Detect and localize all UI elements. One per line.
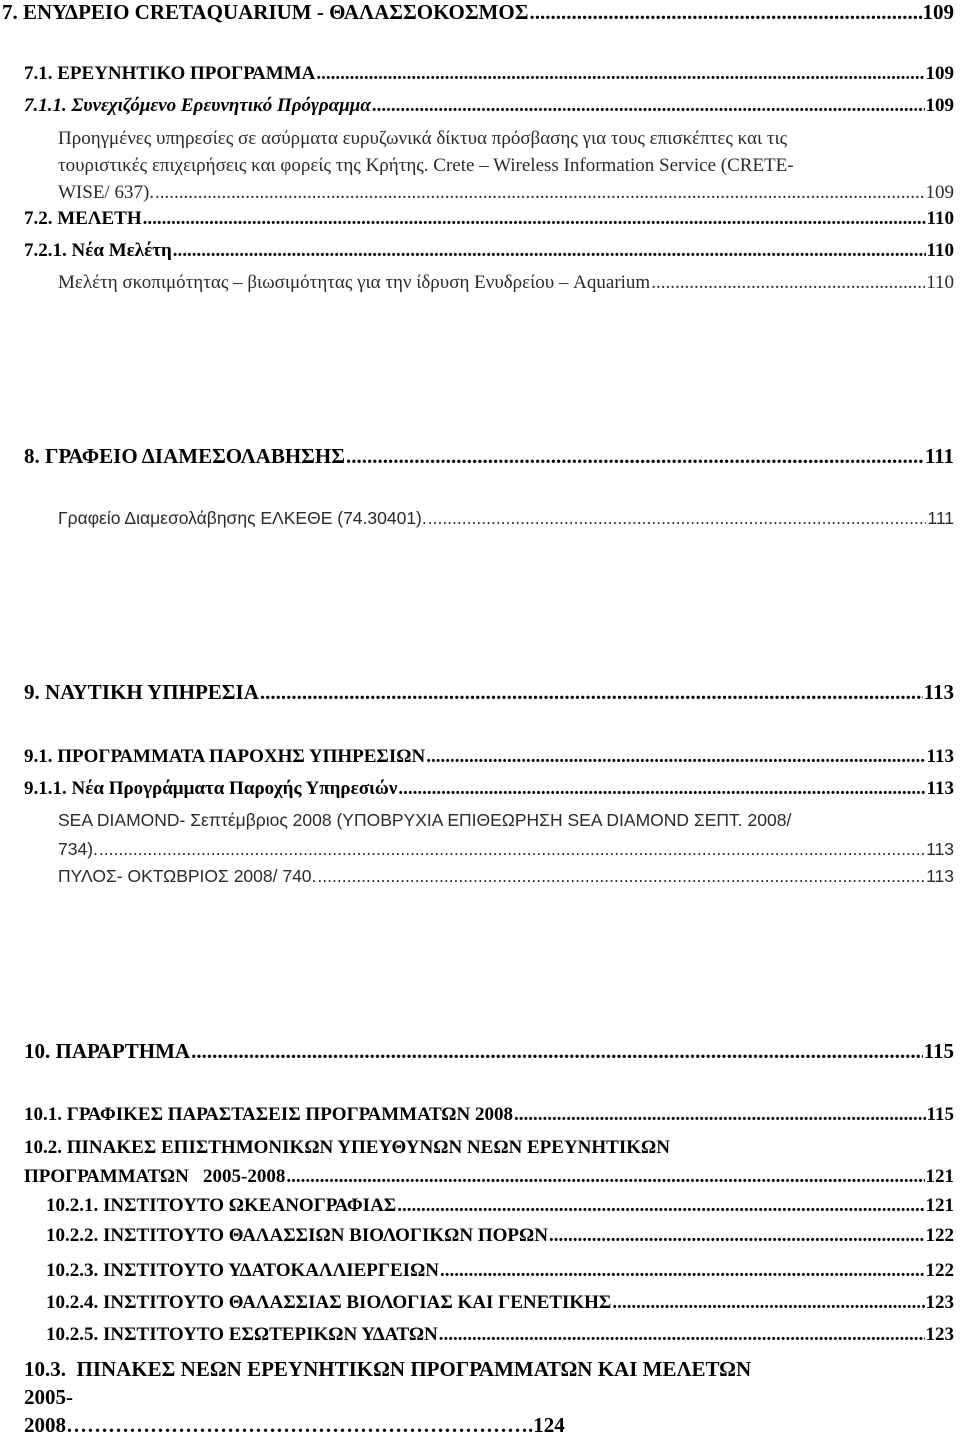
- toc-label-line: Προηγμένες υπηρεσίες σε ασύρματα ευρυζωνικά δίκτυα πρόσβασης για τους επισκέπτες και τις: [58, 128, 788, 149]
- toc-label: 7. ΕΝΥΔΡΕΙΟ CRETAQUARIUM - ΘΑΛΑΣΣΟΚΟΣΜΟΣ: [2, 0, 529, 24]
- toc-entry[interactable]: [24, 680, 954, 705]
- toc-label-line: 10.3. ΠΙΝΑΚΕΣ ΝΕΩΝ ΕΡΕΥΝΗΤΙΚΩΝ ΠΡΟΓΡΑΜΜΑΤΩΝ ΚΑΙ ΜΕΛΕΤΩΝ: [24, 1357, 752, 1381]
- toc-page-number: 123: [925, 1292, 954, 1313]
- leader-dots: [99, 835, 925, 864]
- toc-label: Μελέτη σκοπιμότητας – βιωσιμότητας για την ίδρυση Ενυδρείου – Aquarium: [58, 272, 651, 293]
- leader-dots: [260, 680, 923, 705]
- toc-label-line: 10.2. ΠΙΝΑΚΕΣ ΕΠΙΣΤΗΜΟΝΙΚΩΝ ΥΠΕΥΘΥΝΩΝ ΝΕΩΝ ΕΡΕΥΝΗΤΙΚΩΝ: [24, 1137, 670, 1158]
- toc-page-number: 109: [925, 63, 954, 84]
- toc-entry[interactable]: [2, 0, 954, 25]
- toc-entry[interactable]: [58, 272, 954, 294]
- toc-label: 9.1.1. Νέα Προγράμματα Παροχής Υπηρεσιών: [24, 778, 398, 799]
- leader-dots: [397, 1195, 924, 1217]
- toc-entry[interactable]: [46, 1324, 954, 1346]
- toc-entry[interactable]: [24, 778, 954, 800]
- toc-page-number: 111: [924, 444, 954, 468]
- toc-label: 10.2.4. ΙΝΣΤΙΤΟΥΤΟ ΘΑΛΑΣΣΙΑΣ ΒΙΟΛΟΓΙΑΣ ΚΑΙ ΓΕΝΕΤΙΚΗΣ: [46, 1292, 612, 1313]
- toc-entry-multiline[interactable]: [24, 1355, 924, 1439]
- leader-dots: [426, 746, 925, 768]
- leader-dots: [316, 63, 924, 85]
- toc-entry[interactable]: [46, 1260, 954, 1282]
- toc-page-number: 115: [923, 1039, 954, 1063]
- toc-entry-multiline[interactable]: [24, 1133, 954, 1191]
- toc-entry[interactable]: [24, 1039, 954, 1064]
- leader-dots: [346, 444, 924, 469]
- leader-dots: [286, 1162, 924, 1191]
- leader-dots: [398, 778, 925, 800]
- toc-page-number: 109: [922, 0, 954, 24]
- toc-label: 10.2.5. ΙΝΣΤΙΤΟΥΤΟ ΕΣΩΤΕΡΙΚΩΝ ΥΔΑΤΩΝ: [46, 1324, 438, 1345]
- toc-entry[interactable]: [24, 240, 954, 262]
- toc-entry[interactable]: [24, 444, 954, 469]
- toc-label-line: 2008………………………………………………………….124: [24, 1413, 565, 1437]
- leader-dots: [155, 179, 924, 206]
- toc-label: ΠΥΛΟΣ- ΟΚΤΩΒΡΙΟΣ 2008/ 740.: [58, 866, 317, 886]
- toc-entry-multiline[interactable]: [58, 806, 954, 864]
- toc-label-line: WISE/ 637).: [58, 182, 155, 203]
- toc-page-number: 110: [926, 240, 954, 261]
- toc-page-number: 123: [925, 1324, 954, 1345]
- leader-dots: [549, 1225, 925, 1247]
- toc-page-number: 109: [925, 182, 954, 203]
- toc-page-number: 110: [926, 272, 954, 293]
- toc-page-number: 113: [926, 839, 954, 859]
- toc-entry[interactable]: [24, 208, 954, 230]
- toc-page-number: 122: [925, 1225, 954, 1246]
- leader-dots: [173, 240, 926, 262]
- toc-entry[interactable]: [46, 1195, 954, 1217]
- leader-dots: [514, 1104, 926, 1126]
- toc-label: 7.2. ΜΕΛΕΤΗ: [24, 208, 142, 229]
- leader-dots: [143, 208, 926, 230]
- leader-dots: [428, 508, 927, 529]
- toc-page-number: 113: [926, 866, 954, 886]
- leader-dots: [651, 272, 925, 294]
- toc-label: 8. ΓΡΑΦΕΙΟ ΔΙΑΜΕΣΟΛΑΒΗΣΗΣ: [24, 444, 345, 468]
- toc-page-number: 110: [926, 208, 954, 229]
- toc-page-number: 113: [923, 680, 954, 704]
- leader-dots: [440, 1260, 924, 1282]
- toc-label: 7.1. ΕΡΕΥΝΗΤΙΚΟ ΠΡΟΓΡΑΜΜΑ: [24, 63, 316, 84]
- toc-label: 10.1. ΓΡΑΦΙΚΕΣ ΠΑΡΑΣΤΑΣΕΙΣ ΠΡΟΓΡΑΜΜΑΤΩΝ 2008: [24, 1104, 513, 1125]
- toc-entry-multiline[interactable]: [58, 125, 954, 206]
- toc-label-line: τουριστικές επιχειρήσεις και φορείς της Κρήτης. Crete – Wireless Information Service (CRETE-: [58, 155, 794, 176]
- leader-dots: [439, 1324, 925, 1346]
- toc-entry[interactable]: [24, 1104, 954, 1126]
- toc-label-line: 734).: [58, 839, 98, 859]
- toc-label-line: 2005-: [24, 1385, 73, 1409]
- toc-entry[interactable]: [58, 508, 954, 529]
- toc-entry[interactable]: [46, 1225, 954, 1247]
- toc-entry[interactable]: [46, 1292, 954, 1314]
- toc-label: 9.1. ΠΡΟΓΡΑΜΜΑΤΑ ΠΑΡΟΧΗΣ ΥΠΗΡΕΣΙΩΝ: [24, 746, 426, 767]
- toc-page-number: 115: [926, 1104, 954, 1125]
- leader-dots: [191, 1039, 923, 1064]
- leader-dots: [372, 95, 925, 117]
- toc-entry[interactable]: [24, 746, 954, 768]
- toc-label-line: SEA DIAMOND- Σεπτέμβριος 2008 (ΥΠΟΒΡΥΧΙΑ ΕΠΙΘΕΩΡΗΣΗ SEA DIAMOND ΣΕΠΤ. 2008/: [58, 810, 792, 830]
- toc-entry[interactable]: [24, 95, 954, 117]
- toc-label-line: ΠΡΟΓΡΑΜΜΑΤΩΝ 2005-2008: [24, 1166, 286, 1187]
- toc-label: 10. ΠΑΡΑΡΤΗΜΑ: [24, 1039, 191, 1063]
- toc-page-number: 121: [925, 1166, 954, 1187]
- toc-page-number: 111: [927, 508, 954, 528]
- toc-page-number: 121: [925, 1195, 954, 1216]
- toc-page-number: 109: [925, 95, 954, 116]
- toc-page-number: 113: [926, 746, 954, 767]
- toc-label: 10.2.3. ΙΝΣΤΙΤΟΥΤΟ ΥΔΑΤΟΚΑΛΛΙΕΡΓΕΙΩΝ: [46, 1260, 440, 1281]
- toc-entry[interactable]: [24, 63, 954, 85]
- toc-entry[interactable]: [58, 866, 954, 887]
- leader-dots: [317, 866, 925, 887]
- toc-label: 9. ΝΑΥΤΙΚΗ ΥΠΗΡΕΣΙΑ: [24, 680, 259, 704]
- toc-label: 10.2.1. ΙΝΣΤΙΤΟΥΤΟ ΩΚΕΑΝΟΓΡΑΦΙΑΣ: [46, 1195, 397, 1216]
- leader-dots: [612, 1292, 924, 1314]
- toc-label: Γραφείο Διαμεσολάβησης ΕΛΚΕΘΕ (74.30401).: [58, 508, 427, 528]
- toc-page-number: 122: [925, 1260, 954, 1281]
- toc-label: 7.1.1. Συνεχιζόμενο Ερευνητικό Πρόγραμμα: [24, 95, 371, 116]
- toc-label: 10.2.2. ΙΝΣΤΙΤΟΥΤΟ ΘΑΛΑΣΣΙΩΝ ΒΙΟΛΟΓΙΚΩΝ ΠΟΡΩΝ: [46, 1225, 548, 1246]
- toc-page-number: 113: [926, 778, 954, 799]
- toc-label: 7.2.1. Νέα Μελέτη: [24, 240, 172, 261]
- leader-dots: [529, 0, 921, 25]
